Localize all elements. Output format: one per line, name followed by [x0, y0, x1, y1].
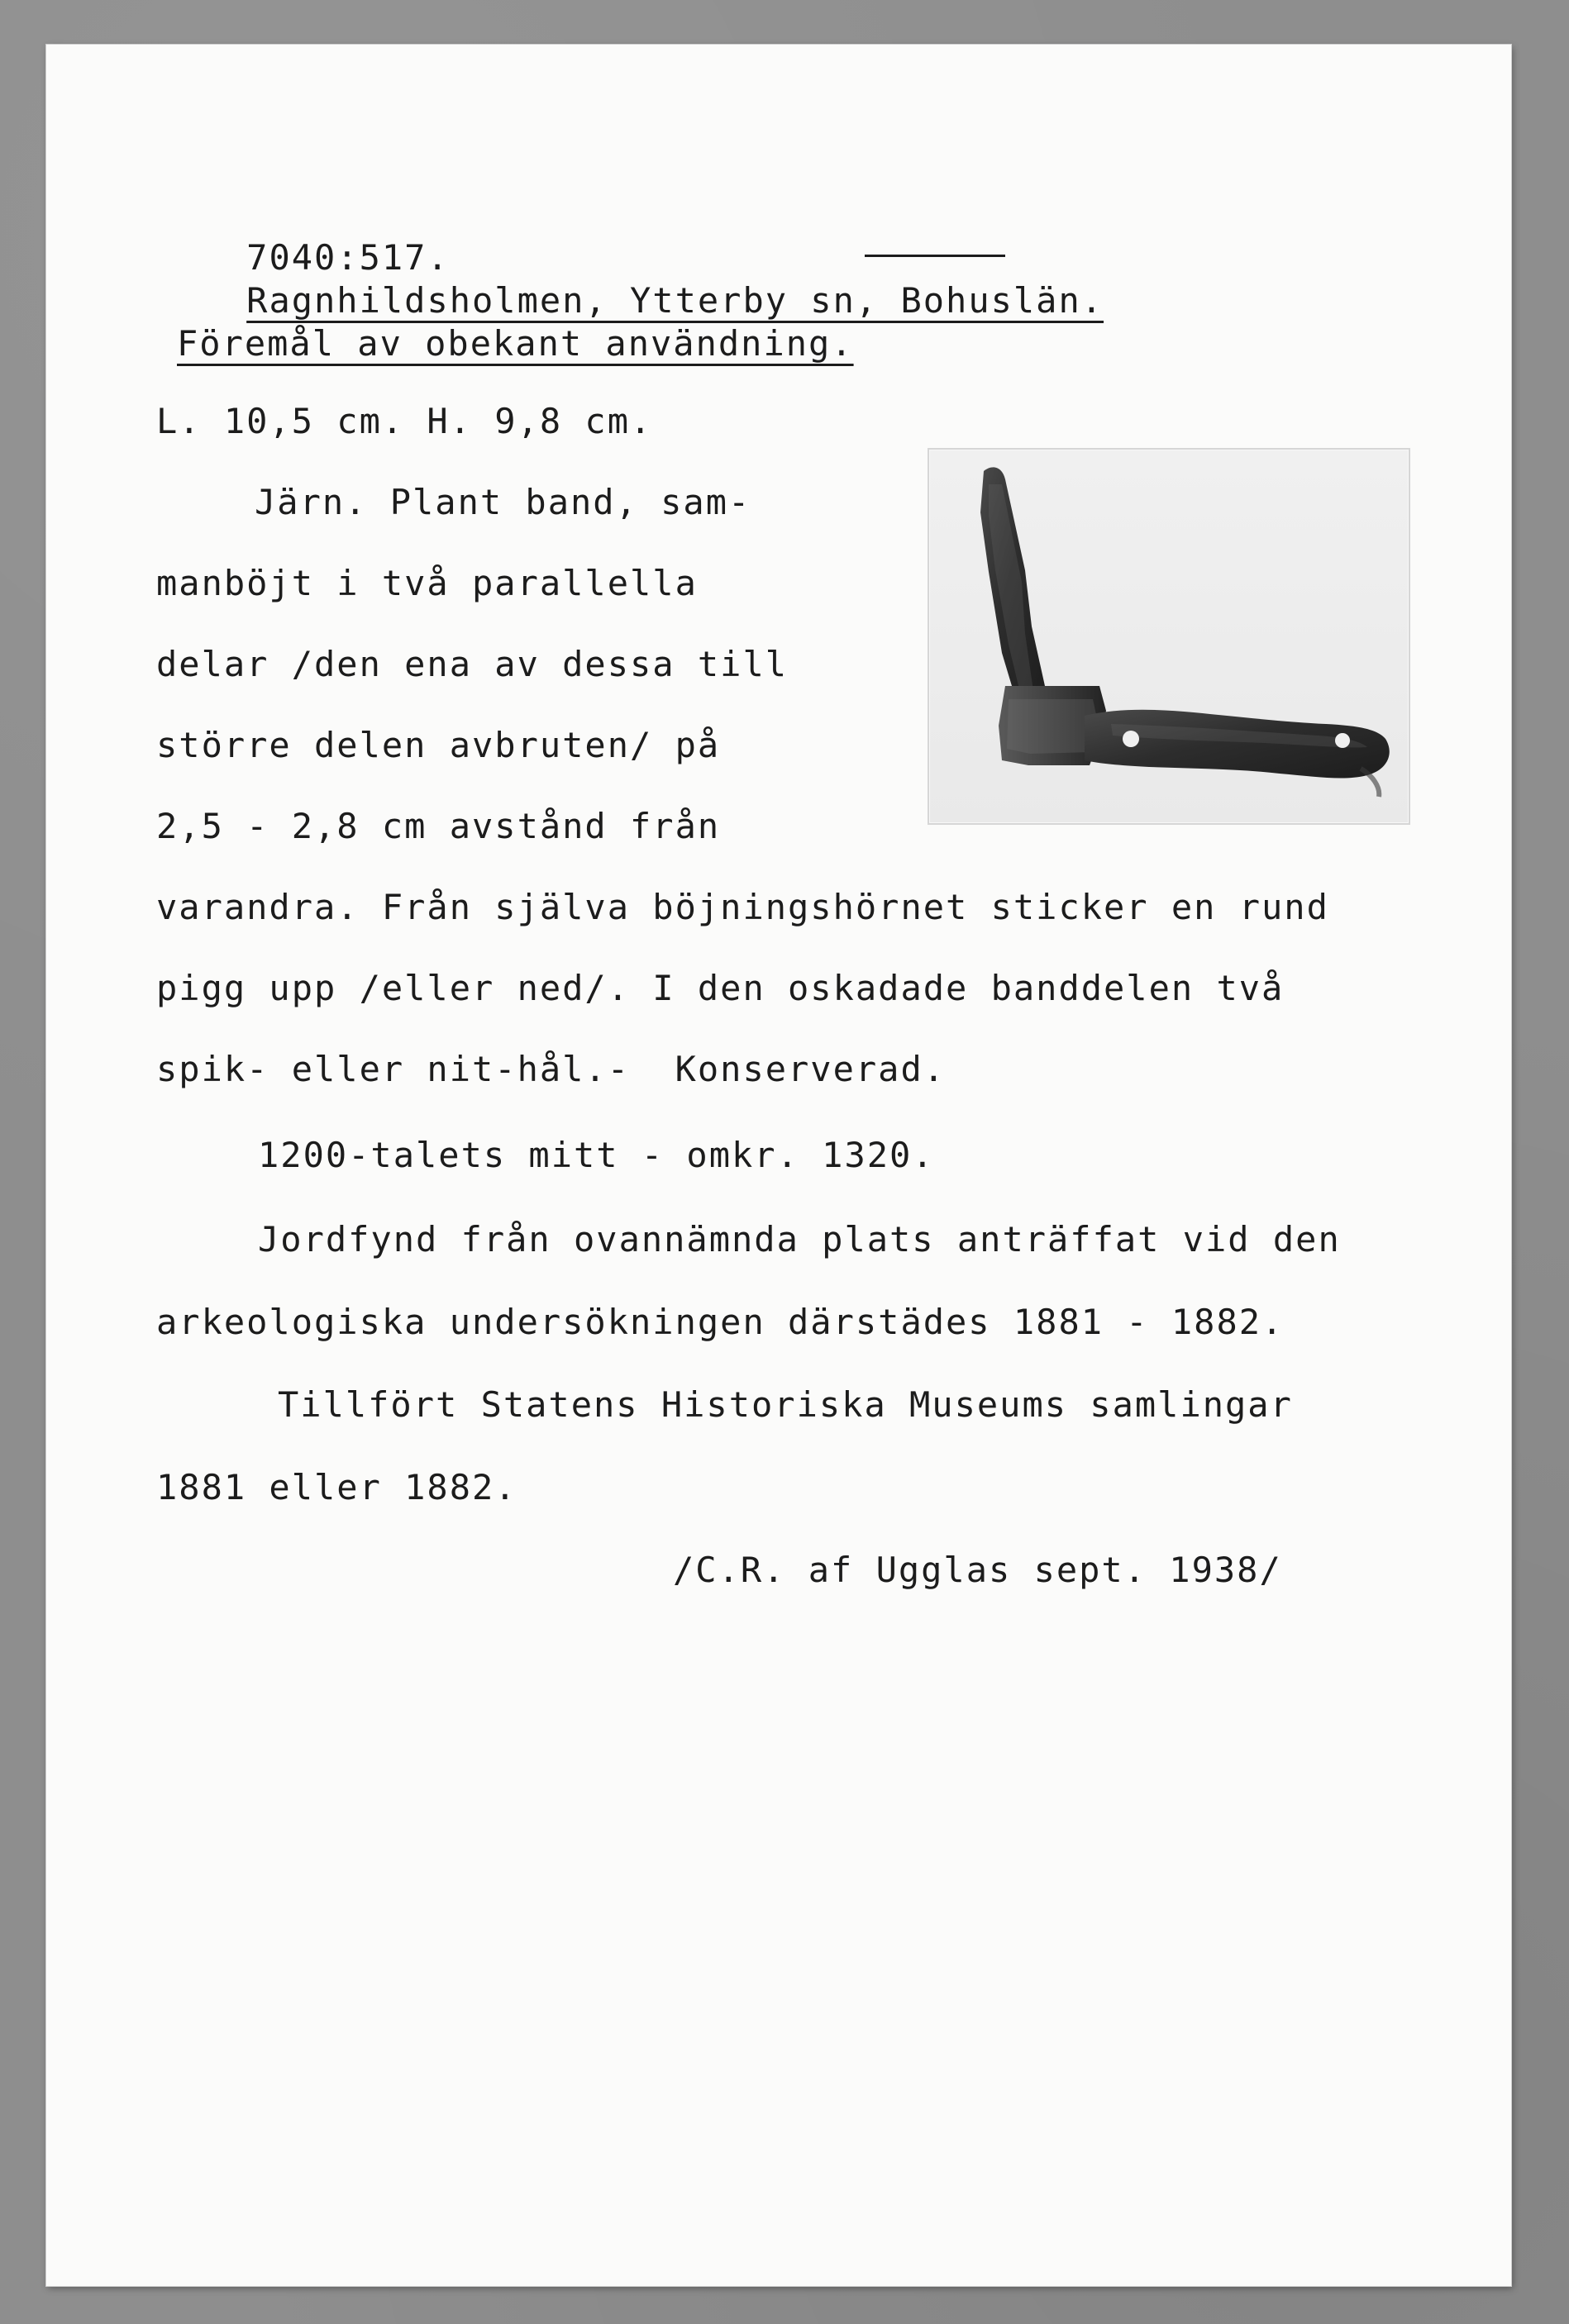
catalog-number: 7040:517. — [246, 237, 450, 278]
dating-line: 1200-talets mitt - omkr. 1320. — [258, 1135, 935, 1175]
catalog-card — [46, 45, 1511, 2286]
body-line-1: Järn. Plant band, sam- — [255, 482, 751, 522]
body-line-2: manböjt i två parallella — [156, 563, 698, 603]
find-line-1: Jordfynd från ovannämnda plats anträffat vid den — [258, 1219, 1341, 1260]
iron-object-icon — [929, 450, 1409, 823]
find-line-2: arkeologiska undersökningen därstädes 1881 - 1882. — [156, 1302, 1285, 1342]
acquisition-line-1: Tillfört Statens Historiska Museums samlingar — [278, 1384, 1293, 1425]
body-line-3: delar /den ena av dessa till — [156, 644, 789, 684]
acquisition-line-2: 1881 eller 1882. — [156, 1467, 517, 1507]
body-line-6: varandra. Från själva böjningshörnet sticker en rund — [156, 887, 1329, 927]
body-line-4: större delen avbruten/ på — [156, 725, 721, 765]
title-extra-underline — [865, 255, 1005, 257]
object-photo — [928, 448, 1410, 825]
object-subtitle: Föremål av obekant användning. — [177, 323, 854, 364]
find-place: Ragnhildsholmen, Ytterby sn, Bohuslän. — [246, 280, 1104, 321]
body-line-8: spik- eller nit-hål.- Konserverad. — [156, 1049, 947, 1089]
body-line-7: pigg upp /eller ned/. I den oskadade banddelen två — [156, 968, 1285, 1008]
signature: /C.R. af Ugglas sept. 1938/ — [673, 1550, 1282, 1590]
body-line-5: 2,5 - 2,8 cm avstånd från — [156, 806, 721, 846]
dimensions: L. 10,5 cm. H. 9,8 cm. — [156, 401, 653, 441]
